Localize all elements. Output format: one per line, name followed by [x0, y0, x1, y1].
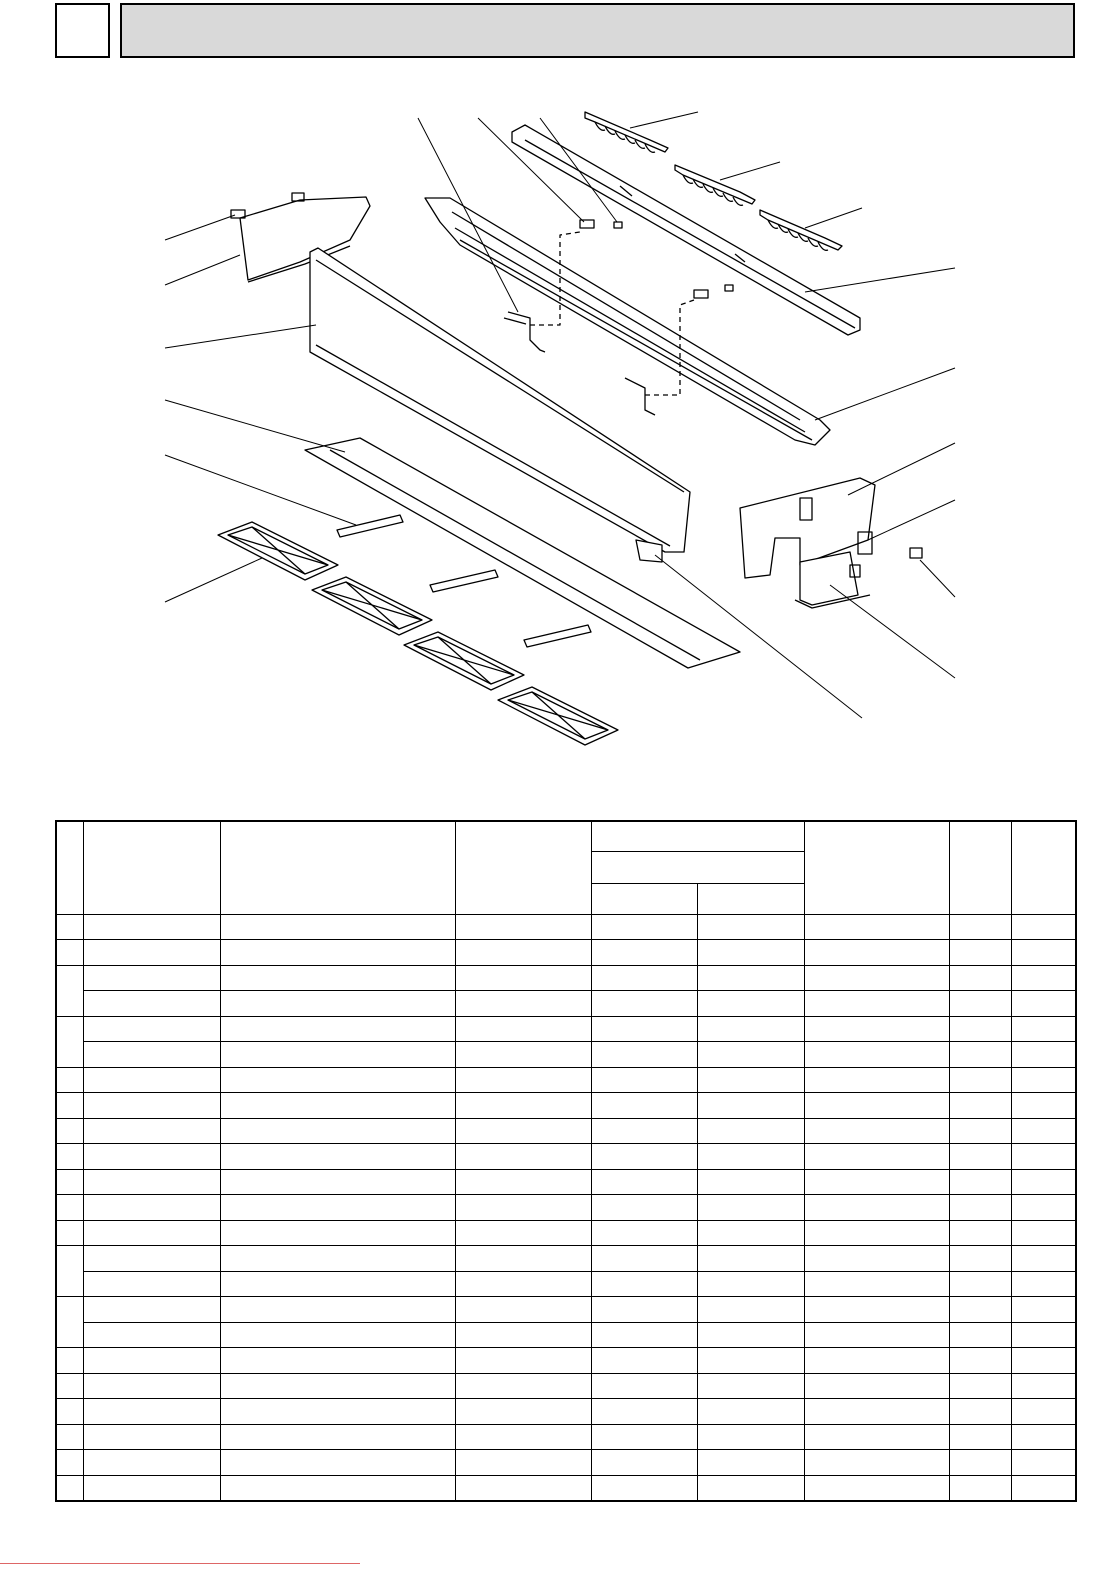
- header-specification: [455, 821, 591, 914]
- table-row: [56, 1297, 1076, 1323]
- table-row: [56, 940, 1076, 966]
- header-part-no: [83, 821, 220, 914]
- table-row: [56, 991, 1076, 1017]
- header-qty-subgroup: [591, 851, 804, 883]
- louver-assembly-1: [585, 112, 668, 152]
- filter-rail-3: [524, 625, 591, 647]
- back-panel: [310, 248, 690, 552]
- header-remarks: [804, 821, 949, 914]
- table-row: [56, 1016, 1076, 1042]
- header-recommended-qty: [1011, 821, 1076, 914]
- air-filter-2: [312, 577, 432, 635]
- table-row: [56, 1348, 1076, 1374]
- table-row: [56, 1399, 1076, 1425]
- table-row: [56, 1195, 1076, 1221]
- table-row: [56, 1450, 1076, 1476]
- bottom-bracket-plate: [795, 552, 870, 608]
- air-guide-sheet: [305, 438, 740, 668]
- filter-rail-2: [430, 570, 498, 592]
- table-row: [56, 1373, 1076, 1399]
- table-row: [56, 965, 1076, 991]
- bottom-rule: [0, 1563, 360, 1564]
- table-row: [56, 1322, 1076, 1348]
- table-row: [56, 1271, 1076, 1297]
- small-fastener: [614, 222, 622, 228]
- header-model-a: [591, 883, 697, 914]
- table-row: [56, 1042, 1076, 1068]
- table-row: [56, 1424, 1076, 1450]
- parts-list-table: [55, 820, 1077, 1502]
- table-row: [56, 914, 1076, 940]
- air-filter-1: [218, 522, 338, 580]
- header-qty-group: [591, 821, 804, 851]
- table-row: [56, 1169, 1076, 1195]
- header-wiring-diagram-symbol: [949, 821, 1011, 914]
- table-row: [56, 1144, 1076, 1170]
- table-row: [56, 1118, 1076, 1144]
- filter-rail-1: [337, 515, 403, 537]
- small-clip: [910, 548, 922, 558]
- air-filter-4: [498, 687, 618, 745]
- table-row: [56, 1475, 1076, 1501]
- air-filter-3: [404, 632, 524, 690]
- header-no: [56, 821, 83, 914]
- louver-assembly-3: [760, 210, 842, 250]
- table-row: [56, 1220, 1076, 1246]
- header-model-b: [697, 883, 804, 914]
- table-row: [56, 1093, 1076, 1119]
- header-part-name: [220, 821, 455, 914]
- header-row-1: [56, 821, 1076, 851]
- table-row: [56, 1067, 1076, 1093]
- table-row: [56, 1246, 1076, 1272]
- louver-assembly-2: [675, 165, 755, 205]
